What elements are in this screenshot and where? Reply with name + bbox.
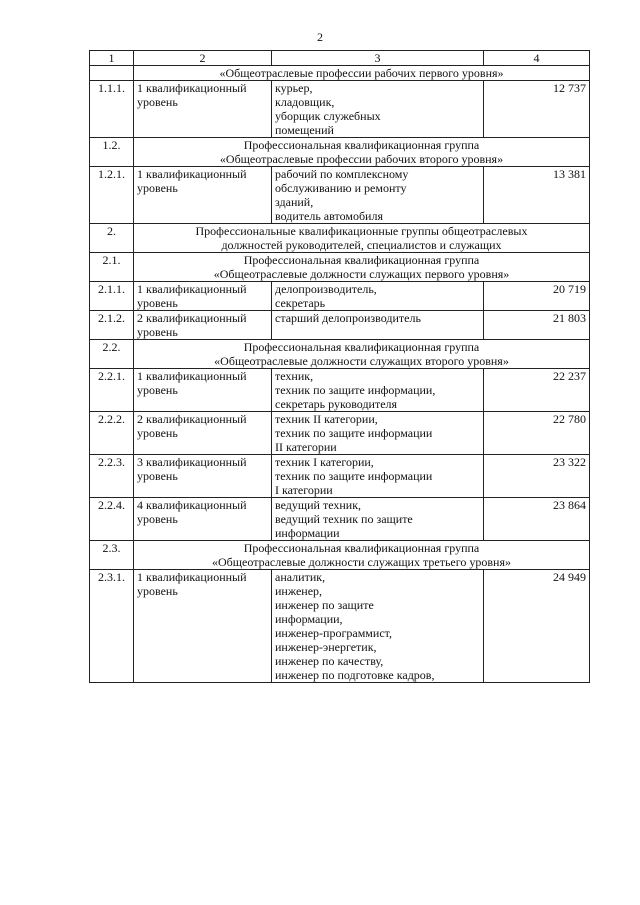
position-line: старший делопроизводитель xyxy=(275,311,421,325)
qualification-level xyxy=(134,167,272,224)
salary-value: 24 949 xyxy=(484,570,590,683)
row-number: 2.1.1. xyxy=(90,282,134,311)
group-heading-row xyxy=(90,138,590,167)
salary-value: 23 864 xyxy=(484,498,590,541)
group-heading-row xyxy=(90,340,590,369)
row-number: 2.2.1. xyxy=(90,369,134,412)
position-line: техник, xyxy=(275,369,314,383)
header-cell: 1 xyxy=(90,51,134,66)
positions-list xyxy=(272,412,484,455)
position-line: секретарь xyxy=(275,296,326,310)
table-row xyxy=(90,282,590,311)
qualification-level-line: уровень xyxy=(137,426,178,440)
position-line: техник II категории, xyxy=(275,412,378,426)
group-heading-row xyxy=(90,66,590,81)
row-number: 2.1. xyxy=(90,253,134,282)
position-line: аналитик, xyxy=(275,570,326,584)
qualification-level xyxy=(134,311,272,340)
qualification-level-line: 4 квалификационный xyxy=(137,498,247,512)
qualification-level xyxy=(134,570,272,683)
qualification-level xyxy=(134,498,272,541)
positions-list xyxy=(272,282,484,311)
page-number: 2 xyxy=(317,30,323,44)
position-line: техник I категории, xyxy=(275,455,374,469)
position-line: делопроизводитель, xyxy=(275,282,377,296)
positions-list xyxy=(272,570,484,683)
row-number: 2.2.2. xyxy=(90,412,134,455)
positions-list xyxy=(272,498,484,541)
qualification-level xyxy=(134,81,272,138)
group-title xyxy=(134,224,590,253)
salary-value: 23 322 xyxy=(484,455,590,498)
qualification-level-line: уровень xyxy=(137,469,178,483)
table-header-row xyxy=(90,51,590,66)
position-line: инженер-программист, xyxy=(275,626,392,640)
row-number: 2.1.2. xyxy=(90,311,134,340)
group-title xyxy=(134,340,590,369)
table-row xyxy=(90,167,590,224)
salary-value: 22 237 xyxy=(484,369,590,412)
position-line: инженер по защите xyxy=(275,598,374,612)
group-title-line: Профессиональные квалификационные группы общеотраслевых xyxy=(195,224,528,238)
row-number: 2.3. xyxy=(90,541,134,570)
qualification-level-line: уровень xyxy=(137,296,178,310)
position-line: секретарь руководителя xyxy=(275,397,398,411)
table-row xyxy=(90,412,590,455)
position-line: помещений xyxy=(275,123,334,137)
salary-value: 21 803 xyxy=(484,311,590,340)
qualification-level-line: уровень xyxy=(137,383,178,397)
positions-list xyxy=(272,311,484,340)
header-cell: 4 xyxy=(484,51,590,66)
qualification-level-line: 1 квалификационный xyxy=(137,570,247,584)
group-title-line: «Общеотраслевые профессии рабочих второго уровня» xyxy=(219,152,504,166)
group-title-line: «Общеотраслевые должности служащих третьего уровня» xyxy=(212,555,511,569)
header-cell: 3 xyxy=(272,51,484,66)
row-number xyxy=(90,66,134,81)
qualification-level xyxy=(134,369,272,412)
qualification-level-line: уровень xyxy=(137,181,178,195)
position-line: зданий, xyxy=(275,195,314,209)
qualification-level-line: уровень xyxy=(137,512,178,526)
group-title xyxy=(134,541,590,570)
group-title-line: «Общеотраслевые должности служащих второго уровня» xyxy=(214,354,509,368)
qualification-level-line: уровень xyxy=(137,584,178,598)
position-line: кладовщик, xyxy=(275,95,335,109)
row-number: 1.1.1. xyxy=(90,81,134,138)
row-number: 2.3.1. xyxy=(90,570,134,683)
row-number: 2.2.3. xyxy=(90,455,134,498)
qualification-level-line: 1 квалификационный xyxy=(137,369,247,383)
group-title-line: Профессиональная квалификационная группа xyxy=(243,541,480,555)
position-line: II категории xyxy=(275,440,337,454)
group-heading-row xyxy=(90,541,590,570)
table-row xyxy=(90,570,590,683)
position-line: инженер, xyxy=(275,584,323,598)
group-title xyxy=(134,138,590,167)
qualification-level xyxy=(134,412,272,455)
table-row xyxy=(90,455,590,498)
position-line: техник по защите информации xyxy=(275,469,433,483)
position-line: инженер по подготовке кадров, xyxy=(275,668,435,682)
position-line: уборщик служебных xyxy=(275,109,381,123)
qualification-level xyxy=(134,282,272,311)
qualification-level-line: 2 квалификационный xyxy=(137,311,247,325)
qualification-level-line: уровень xyxy=(137,95,178,109)
positions-list xyxy=(272,167,484,224)
position-line: I категории xyxy=(275,483,333,497)
table-row xyxy=(90,81,590,138)
row-number: 2. xyxy=(90,224,134,253)
position-line: техник по защите информации xyxy=(275,426,433,440)
qualification-level-line: 1 квалификационный xyxy=(137,167,247,181)
group-title-line: «Общеотраслевые должности служащих первого уровня» xyxy=(213,267,510,281)
qualification-level-line: 1 квалификационный xyxy=(137,282,247,296)
position-line: рабочий по комплексному xyxy=(275,167,409,181)
position-line: обслуживанию и ремонту xyxy=(275,181,407,195)
position-line: ведущий техник по защите xyxy=(275,512,413,526)
position-line: ведущий техник, xyxy=(275,498,362,512)
salary-value: 22 780 xyxy=(484,412,590,455)
group-title-line: Профессиональная квалификационная группа xyxy=(243,138,480,152)
qualification-level-line: 2 квалификационный xyxy=(137,412,247,426)
group-title xyxy=(134,66,590,81)
group-heading-row xyxy=(90,253,590,282)
position-line: техник по защите информации, xyxy=(275,383,436,397)
positions-list xyxy=(272,455,484,498)
salary-table xyxy=(89,50,590,683)
table-row xyxy=(90,498,590,541)
positions-list xyxy=(272,81,484,138)
position-line: инженер-энергетик, xyxy=(275,640,377,654)
qualification-level-line: 1 квалификационный xyxy=(137,81,247,95)
positions-list xyxy=(272,369,484,412)
row-number: 2.2.4. xyxy=(90,498,134,541)
qualification-level-line: уровень xyxy=(137,325,178,339)
position-line: информации xyxy=(275,526,340,540)
table-row xyxy=(90,369,590,412)
position-line: водитель автомобиля xyxy=(275,209,383,223)
qualification-level-line: 3 квалификационный xyxy=(137,455,247,469)
group-title-line: «Общеотраслевые профессии рабочих первого уровня» xyxy=(219,66,504,80)
row-number: 1.2.1. xyxy=(90,167,134,224)
group-title-line: должностей руководителей, специалистов и служащих xyxy=(221,238,502,252)
group-title xyxy=(134,253,590,282)
table-row xyxy=(90,311,590,340)
group-heading-row xyxy=(90,224,590,253)
row-number: 1.2. xyxy=(90,138,134,167)
salary-value: 12 737 xyxy=(484,81,590,138)
position-line: информации, xyxy=(275,612,343,626)
qualification-level xyxy=(134,455,272,498)
group-title-line: Профессиональная квалификационная группа xyxy=(243,340,480,354)
salary-value: 13 381 xyxy=(484,167,590,224)
row-number: 2.2. xyxy=(90,340,134,369)
position-line: курьер, xyxy=(275,81,313,95)
salary-value: 20 719 xyxy=(484,282,590,311)
header-cell: 2 xyxy=(134,51,272,66)
position-line: инженер по качеству, xyxy=(275,654,384,668)
group-title-line: Профессиональная квалификационная группа xyxy=(243,253,480,267)
